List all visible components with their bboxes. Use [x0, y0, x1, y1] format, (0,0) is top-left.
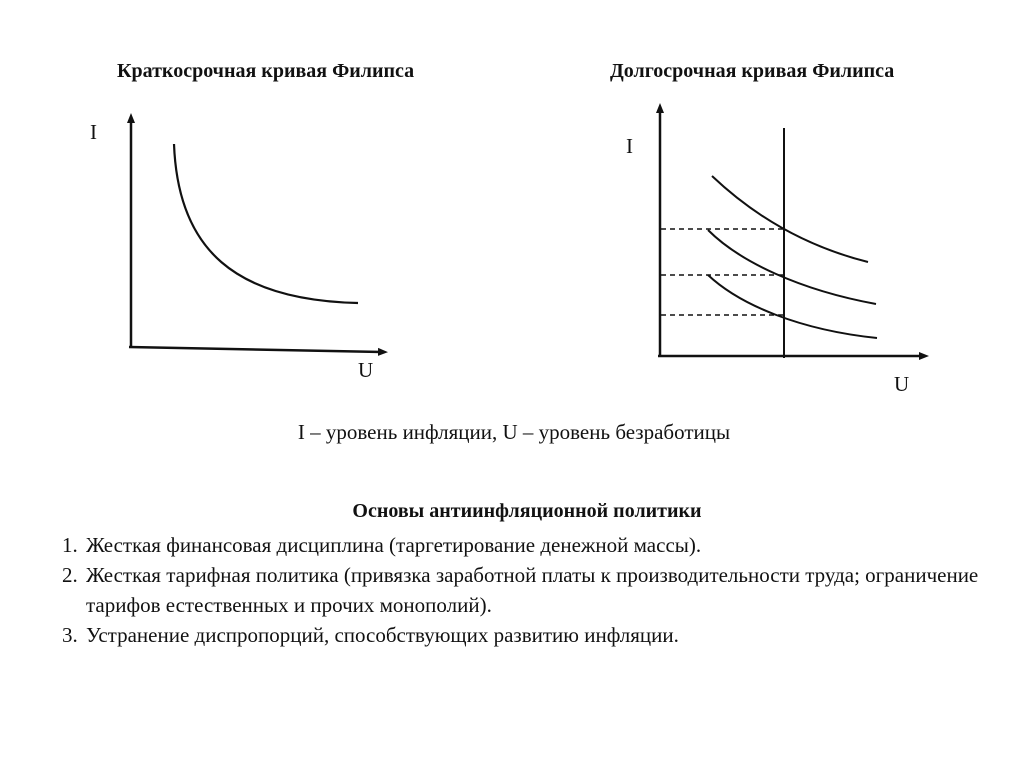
long-run-y-label: I — [626, 134, 633, 158]
long-run-title: Долгосрочная кривая Филипса — [610, 60, 895, 82]
list-item-number: 1. — [62, 533, 78, 557]
short-run-curve-3 — [708, 275, 877, 338]
short-run-x-label: U — [358, 358, 374, 382]
list-item-text: Устранение диспропорций, способствующих развитию инфляции. — [86, 623, 679, 647]
list-item — [62, 620, 992, 650]
short-run-curve-2 — [708, 230, 876, 304]
short-run-title: Краткосрочная кривая Филипса — [117, 60, 415, 82]
list-item-text: Жесткая финансовая дисциплина (таргетирование денежной массы). — [86, 533, 702, 557]
list-item — [62, 560, 992, 620]
legend-text: I – уровень инфляции, U – уровень безработицы — [297, 420, 731, 444]
list-item — [62, 530, 992, 560]
list-item-number: 3. — [62, 623, 78, 647]
short-run-curve-1 — [712, 176, 868, 262]
short-run-y-label: I — [90, 120, 97, 144]
list-item-number: 2. — [62, 563, 78, 587]
long-run-x-label: U — [894, 372, 910, 396]
policy-list — [62, 530, 992, 650]
list-item-text: Жесткая тарифная политика (привязка заработной платы к производительности труда; ограничение тарифов естественных и прочих монополий). — [86, 563, 979, 617]
policy-heading: Основы антиинфляционной политики — [352, 500, 702, 522]
